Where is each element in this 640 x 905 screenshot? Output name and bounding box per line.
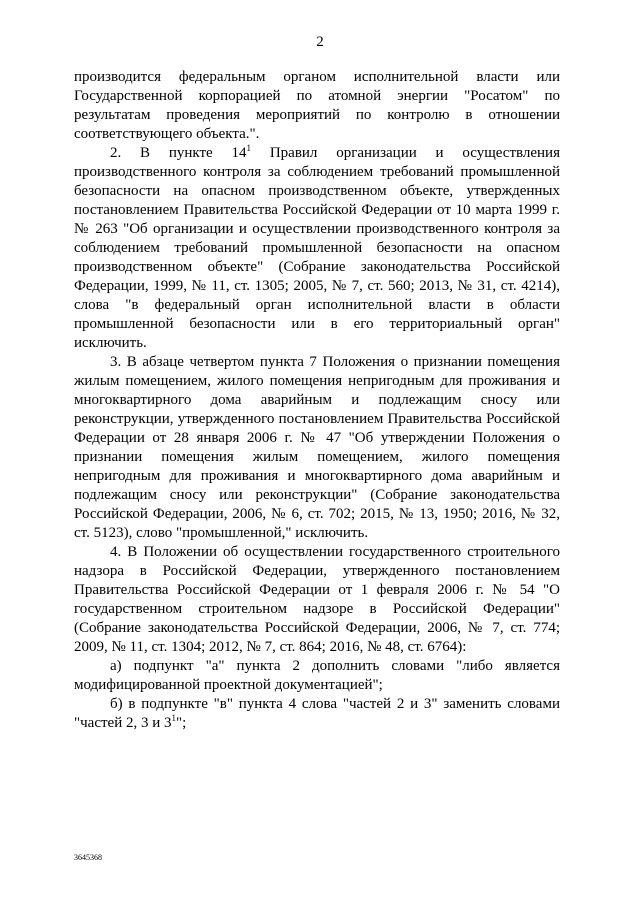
page-number: 2 xyxy=(316,34,324,50)
subparagraph-b-start: б) в подпункте "в" пункта 4 слова "частей 2 и 3" заменить словами "частей 2, 3 и 3 xyxy=(74,696,560,731)
paragraph-item-4: 4. В Положении об осуществлении государственного строительного надзора в Российской Федерации, утвержденного постановлением Правительства Российской Федерации от 1 февраля 2006 г. № 54 "О государственном строительном надзоре в Российской Федерации" (Собрание законодательства Российской Федерации, 2006, № 7, ст. 774; 2009, № 11, ст. 1304; 2012, № 7, ст. 864; 2016, № 48, ст. 6764): xyxy=(74,544,560,655)
superscript-1: 1 xyxy=(246,143,252,153)
paragraph-continuation: производится федеральным органом исполнительной власти или Государственной корпорацией по атомной энергии "Росатом" по результатам проведения мероприятий по контролю в отношении соответствующего объекта.". xyxy=(74,69,560,142)
subparagraph-b-end: "; xyxy=(176,715,187,731)
subparagraph-a: а) подпункт "а" пункта 2 дополнить словами "либо является модифицированной проектной документацией"; xyxy=(74,658,560,693)
document-code: 3645368 xyxy=(74,853,102,862)
paragraph-item-3: 3. В абзаце четвертом пункта 7 Положения о признании помещения жилым помещением, жилого помещения непригодным для проживания и многоквартирного дома аварийным и подлежащим сносу или реконструкции, утвержденного постановлением Правительства Российской Федерации от 28 января 2006 г. № 47 "Об утверждении Положения о признании помещения жилым помещением, жилого помещения непригодным для проживания и многоквартирного дома аварийным и подлежащим сносу или реконструкции" (Собрание законодательства Российской Федерации, 2006, № 6, ст. 702; 2015, № 13, 1950; 2016, № 32, ст. 5123), слово "промышленной," исключить. xyxy=(74,354,560,541)
paragraph-item-2 xyxy=(74,144,560,353)
superscript-1-b: 1 xyxy=(171,713,176,723)
document-body xyxy=(74,68,560,733)
paragraph-item-2-rest: Правил организации и осуществления производственного контроля за соблюдением требований промышленной безопасности на опасном производственном объекте, утвержденных постановлением Правительства Российской Федерации от 10 марта 1999 г. № 263 "Об организации и осуществлении производственного контроля за соблюдением требований промышленной безопасности на опасном производственном объекте" (Собрание законодательства Российской Федерации, 1999, № 11, ст. 1305; 2005, № 7, ст. 560; 2013, № 31, ст. 4214), слова "в федеральный орган исполнительной власти в области промышленной безопасности или в его территориальный орган" исключить. xyxy=(74,145,560,351)
subparagraph-b xyxy=(74,695,560,733)
paragraph-item-2-start: 2. В пункте 14 xyxy=(110,145,247,161)
